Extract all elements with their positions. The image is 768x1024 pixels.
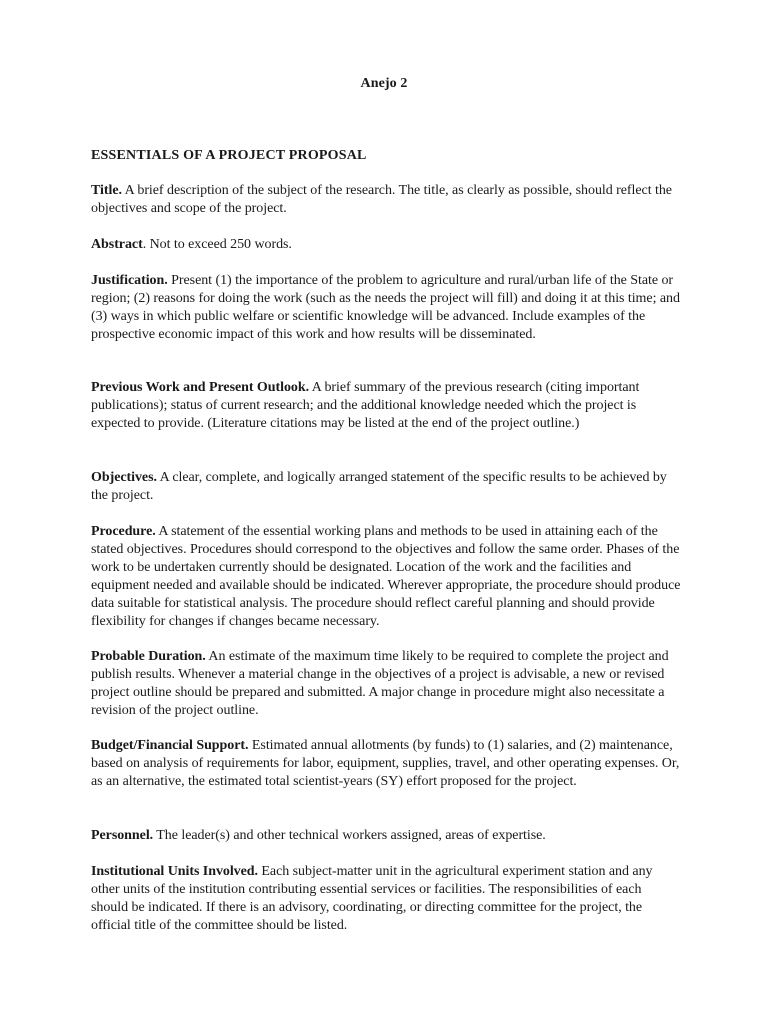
section-personnel — [91, 827, 681, 845]
section-label: Abstract — [91, 237, 143, 252]
section-text: A brief summary of the previous research (citing important publications); status of current research; and the additional knowledge needed which the project is expected to provide. (Literature citations may be listed at the end of the project outline.) — [91, 380, 640, 431]
section-text: . Not to exceed 250 words. — [142, 237, 292, 252]
annex-heading: Anejo 2 — [360, 76, 408, 91]
section-label: Title. — [91, 183, 122, 198]
section-text: Estimated annual allotments (by funds) to (1) salaries, and (2) maintenance, based on analysis of requirements for labor, equipment, supplies, travel, and other operating expenses. Or, as an alternative, the estimated total scientist-years (SY) effort proposed for the project. — [91, 738, 680, 789]
section-text: A brief description of the subject of the research. The title, as clearly as possible, should reflect the objectives and scope of the project. — [91, 183, 672, 216]
section-label: Personnel. — [91, 828, 154, 843]
section-objectives — [91, 469, 681, 505]
document-title: ESSENTIALS OF A PROJECT PROPOSAL — [91, 148, 367, 163]
section-label: Objectives. — [91, 470, 157, 485]
section-justification — [91, 272, 681, 344]
section-procedure — [91, 523, 681, 630]
section-text: An estimate of the maximum time likely to be required to complete the project and publish results. Whenever a material change in the objectives of a project is advisable, a new or revised project outline should be prepared and submitted. A major change in procedure might also necessitate a revision of the project outline. — [91, 649, 669, 718]
section-label: Probable Duration. — [91, 649, 206, 664]
section-label: Institutional Units Involved. — [91, 864, 258, 879]
section-budget — [91, 737, 681, 791]
section-probable-duration — [91, 648, 681, 720]
section-text: Present (1) the importance of the problem to agriculture and rural/urban life of the State or region; (2) reasons for doing the work (such as the needs the project will fill) and doing it at this time; and (3) ways in which public welfare or scientific knowledge will be advanced. Include examples of the prospective economic impact of this work and how results will be disseminated. — [91, 273, 680, 342]
section-label: Previous Work and Present Outlook. — [91, 380, 310, 395]
section-abstract — [91, 236, 681, 254]
section-text: A clear, complete, and logically arranged statement of the specific results to be achieved by the project. — [91, 470, 667, 503]
section-label: Justification. — [91, 273, 168, 288]
section-text: A statement of the essential working plans and methods to be used in attaining each of the stated objectives. Procedures should correspond to the objectives and follow the same order. Phases of the work to be undertaken currently should be designated. Location of the work and the facilities and equipment needed and available should be indicated. Wherever appropriate, the procedure should produce data suitable for statistical analysis. The procedure should reflect careful planning and should provide flexibility for changes if changes became necessary. — [91, 524, 681, 629]
section-previous-work — [91, 379, 681, 433]
section-text: The leader(s) and other technical workers assigned, areas of expertise. — [153, 828, 546, 843]
section-text: Each subject-matter unit in the agricultural experiment station and any other units of the institution contributing essential services or facilities. The responsibilities of each should be indicated. If there is an advisory, coordinating, or directing committee for the project, the official title of the committee should be listed. — [91, 864, 653, 933]
section-title — [91, 182, 681, 218]
section-institutional-units — [91, 863, 681, 935]
section-label: Procedure. — [91, 524, 156, 539]
section-label: Budget/Financial Support. — [91, 738, 249, 753]
